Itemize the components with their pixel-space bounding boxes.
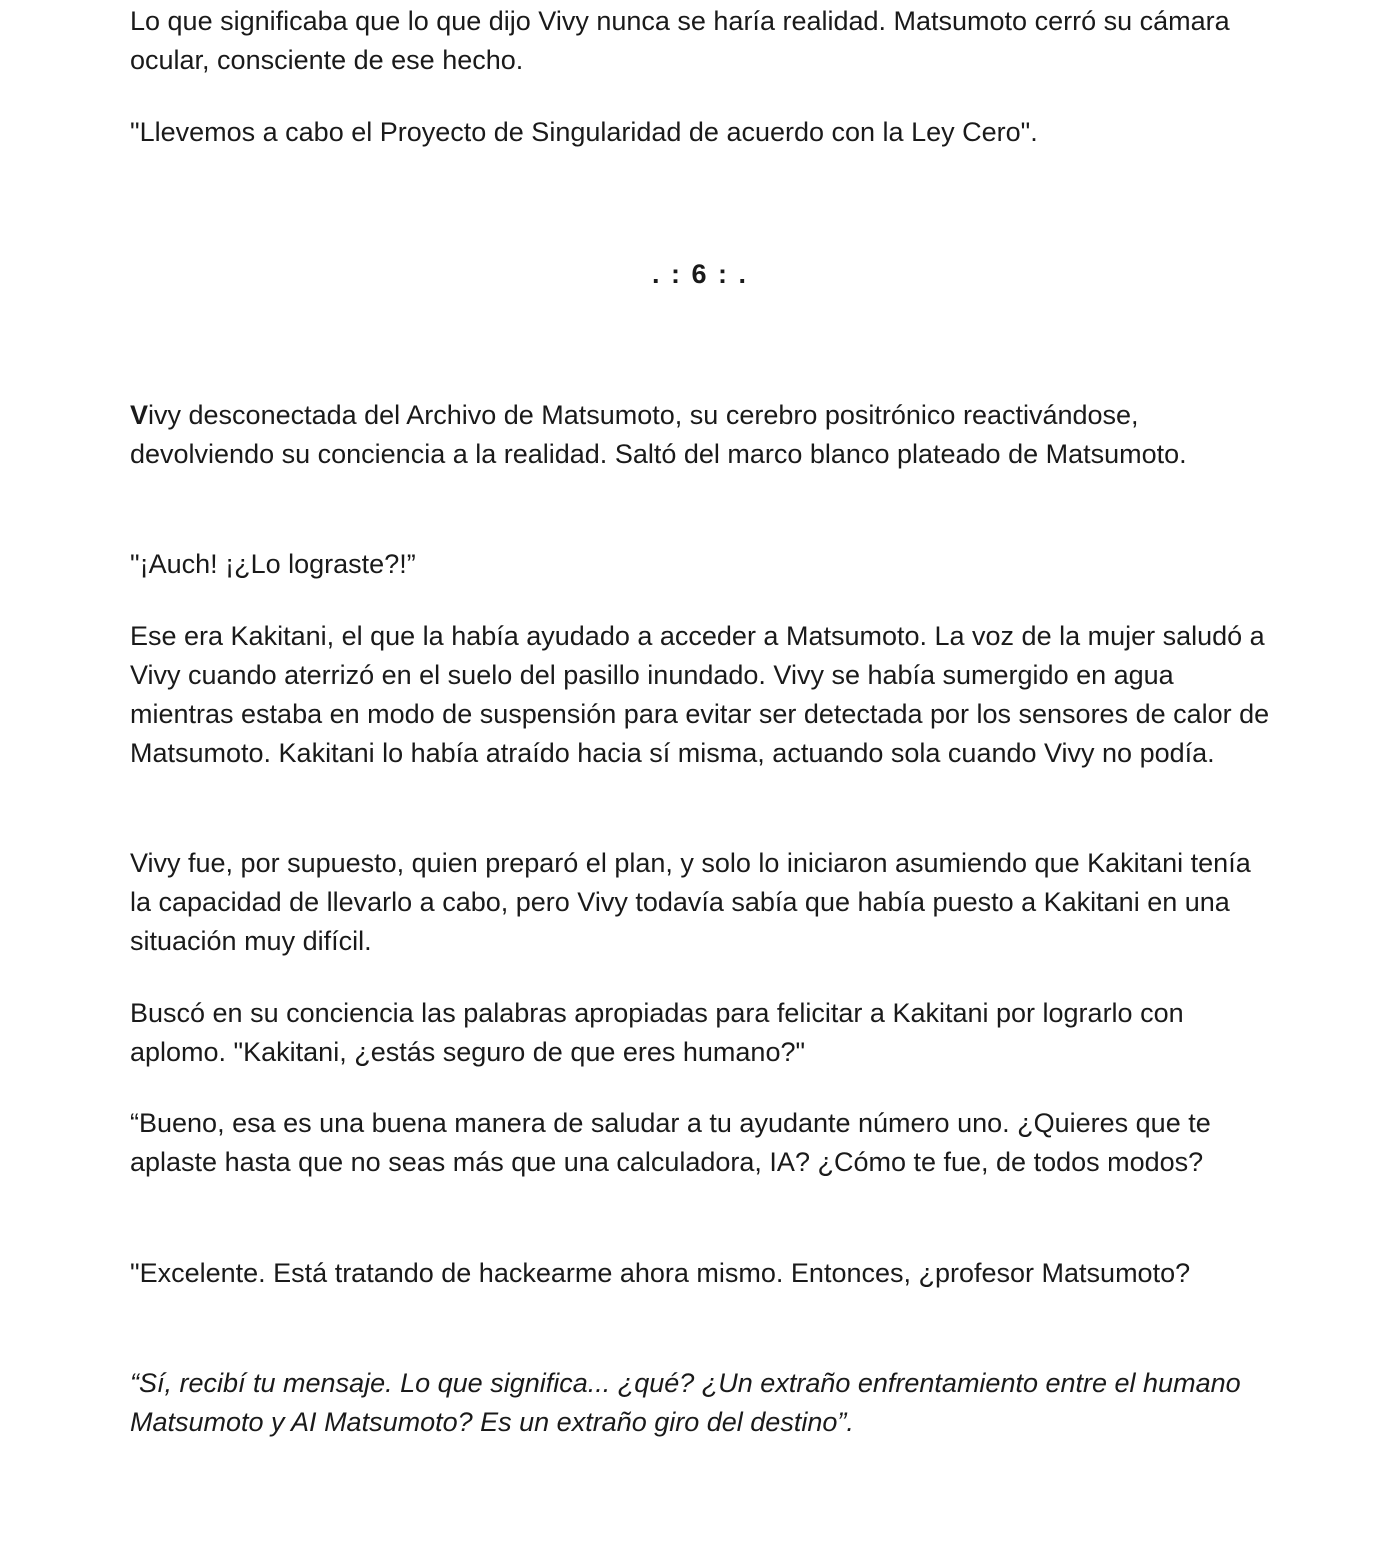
paragraph-6: Vivy fue, por supuesto, quien preparó el plan, y solo lo iniciaron asumiendo que Kakitani tenía la capacidad de llevarlo a cabo, pero Vivy todavía sabía que había puesto a Kakitani en una situación muy difícil. [130, 848, 1251, 956]
paragraph-3 [130, 396, 1270, 474]
paragraph-1: Lo que significaba que lo que dijo Vivy nunca se haría realidad. Matsumoto cerró su cámara ocular, consciente de ese hecho. [130, 6, 1230, 75]
paragraph-4: "¡Auch! ¡¿Lo lograste?!” [130, 549, 416, 579]
paragraph-7: Buscó en su conciencia las palabras apropiadas para felicitar a Kakitani por lograrlo con aplomo. "Kakitani, ¿estás seguro de que eres humano?" [130, 998, 1184, 1067]
paragraph-5: Ese era Kakitani, el que la había ayudado a acceder a Matsumoto. La voz de la mujer saludó a Vivy cuando aterrizó en el suelo del pasillo inundado. Vivy se había sumergido en agua mientras estaba en modo de suspensión para evitar ser detectada por los sensores de calor de Matsumoto. Kakitani lo había atraído hacia sí misma, actuando sola cuando Vivy no podía. [130, 621, 1270, 768]
paragraph-2: "Llevemos a cabo el Proyecto de Singularidad de acuerdo con la Ley Cero". [130, 117, 1038, 147]
paragraph-3-text: ivy desconectada del Archivo de Matsumoto, su cerebro positrónico reactivándose, devolviendo su conciencia a la realidad. Saltó del marco blanco plateado de Matsumoto. [130, 400, 1187, 469]
paragraph-10-italic: “Sí, recibí tu mensaje. Lo que significa... ¿qué? ¿Un extraño enfrentamiento entre el humano Matsumoto y AI Matsumoto? Es un extraño giro del destino”. [130, 1368, 1241, 1437]
paragraph-initial-letter: V [130, 400, 149, 430]
paragraph-8: “Bueno, esa es una buena manera de saludar a tu ayudante número uno. ¿Quieres que te aplaste hasta que no seas más que una calculadora, IA? ¿Cómo te fue, de todos modos? [130, 1108, 1211, 1177]
scene-break-heading: . : 6 : . [651, 259, 748, 289]
paragraph-9: "Excelente. Está tratando de hackearme ahora mismo. Entonces, ¿profesor Matsumoto? [130, 1258, 1191, 1288]
